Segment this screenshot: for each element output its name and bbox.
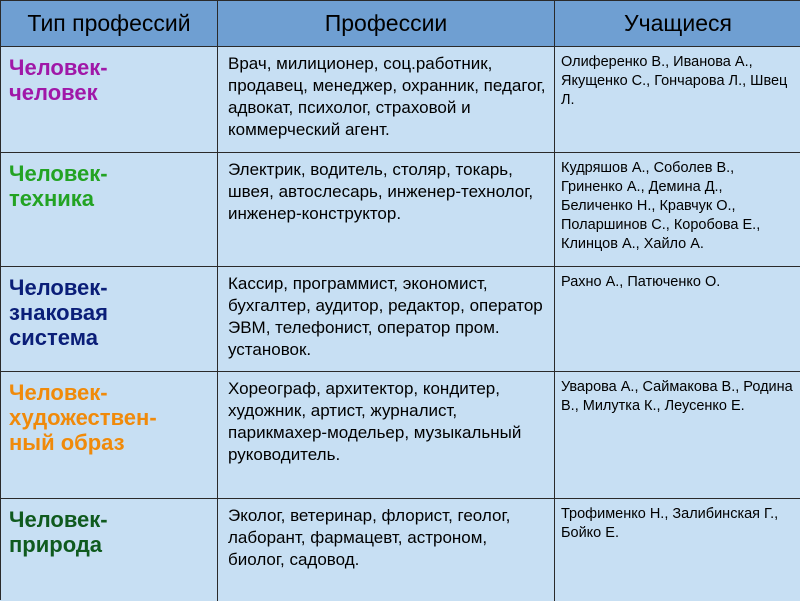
type-line: человек xyxy=(9,80,98,105)
students-cell: Уварова А., Саймакова В., Родина В., Милутка К., Леусенко Е. xyxy=(555,372,800,499)
type-line: техника xyxy=(9,186,95,211)
type-line: ный образ xyxy=(9,430,125,455)
type-line: система xyxy=(9,325,98,350)
type-line: Человек- xyxy=(9,380,108,405)
type-cell xyxy=(1,153,218,267)
type-line: Человек- xyxy=(9,507,108,532)
students-cell: Олиференко В., Иванова А., Якущенко С., Гончарова Л., Швец Л. xyxy=(555,47,800,153)
type-line: природа xyxy=(9,532,103,557)
type-line: знаковая xyxy=(9,300,108,325)
professions-cell: Кассир, программист, экономист, бухгалтер, аудитор, редактор, оператор ЭВМ, телефонист, оператор пром. установок. xyxy=(218,267,555,372)
type-cell xyxy=(1,267,218,372)
type-line: Человек- xyxy=(9,55,108,80)
professions-cell: Эколог, ветеринар, флорист, геолог, лаборант, фармацевт, астроном, биолог, садовод. xyxy=(218,499,555,601)
type-line: Человек- xyxy=(9,161,108,186)
header-type: Тип профессий xyxy=(1,1,218,47)
header-professions: Профессии xyxy=(218,1,555,47)
professions-cell: Врач, милиционер, соц.работник, продавец, менеджер, охранник, педагог, адвокат, психолог, страховой и коммерческий агент. xyxy=(218,47,555,153)
professions-cell: Электрик, водитель, столяр, токарь, швея, автослесарь, инженер-технолог, инженер-конструктор. xyxy=(218,153,555,267)
professions-cell: Хореограф, архитектор, кондитер, художник, артист, журналист, парикмахер-модельер, музыкальный руководитель. xyxy=(218,372,555,499)
students-cell: Рахно А., Патюченко О. xyxy=(555,267,800,372)
type-cell xyxy=(1,372,218,499)
type-line: художествен- xyxy=(9,405,157,430)
type-cell xyxy=(1,47,218,153)
type-line: Человек- xyxy=(9,275,108,300)
type-cell xyxy=(1,499,218,601)
header-students: Учащиеся xyxy=(555,1,800,47)
students-cell: Трофименко Н., Залибинская Г., Бойко Е. xyxy=(555,499,800,601)
students-cell: Кудряшов А., Соболев В., Гриненко А., Демина Д., Беличенко Н., Кравчук О., Поларшинов С., Коробова Е., Клинцов А., Хайло А. xyxy=(555,153,800,267)
